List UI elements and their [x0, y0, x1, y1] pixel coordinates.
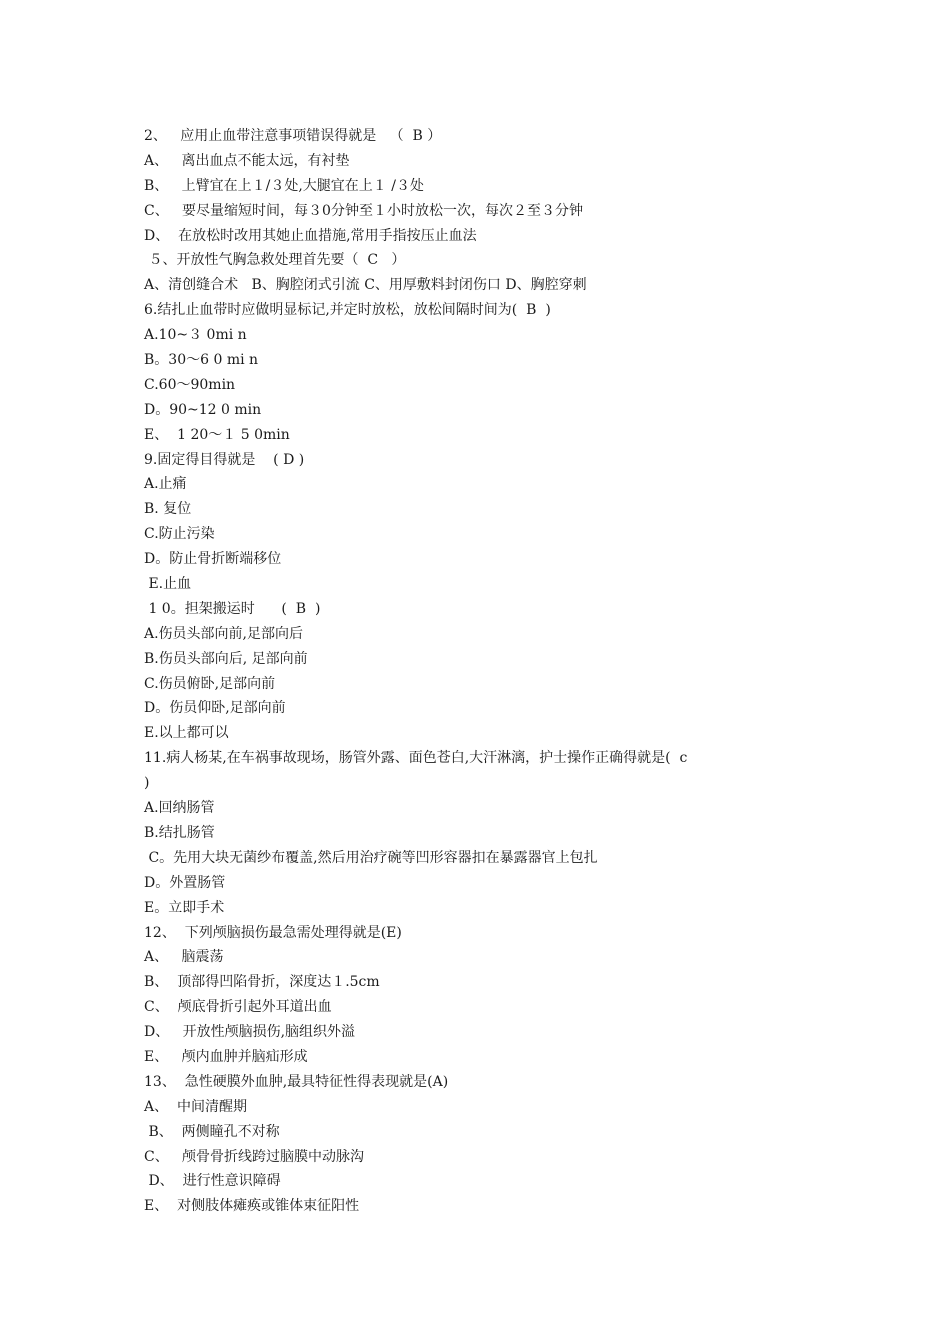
- text-line: D。外置肠管: [144, 874, 226, 891]
- text-line: B.伤员头部向后, 足部向前: [144, 650, 308, 667]
- text-line: C.伤员俯卧,足部向前: [144, 675, 276, 692]
- text-line: C、 要尽量缩短时间，每３0分钟至１小时放松一次，每次２至３分钟: [144, 202, 583, 219]
- text-line: E、 1 20～１ 5 0min: [144, 426, 290, 443]
- text-line: B.结扎肠管: [144, 824, 215, 841]
- text-line: E。立即手术: [144, 899, 225, 916]
- text-line: C、 颅骨骨折线跨过脑膜中动脉沟: [144, 1148, 365, 1165]
- document-body: [144, 124, 824, 1219]
- text-line: D。90~12 0 min: [144, 401, 262, 418]
- text-line: 12、 下列颅脑损伤最急需处理得就是(E): [144, 924, 402, 941]
- text-line: 1 0。担架搬运时 ( B ): [144, 600, 321, 617]
- text-line: E.止血: [144, 576, 192, 593]
- text-line: 11.病人杨某,在车祸事故现场，肠管外露、面色苍白,大汗淋漓，护士操作正确得就是( c: [144, 750, 688, 767]
- text-line: D。防止骨折断端移位: [144, 551, 282, 568]
- text-line: A、 离出血点不能太远，有衬垫: [144, 152, 350, 169]
- text-line: 13、 急性硬膜外血肿,最具特征性得表现就是(A): [144, 1073, 449, 1090]
- text-line: ５、开放性气胸急救处理首先要（ C ）: [144, 252, 406, 269]
- text-line: E、 对侧肢体瘫痪或锥体束征阳性: [144, 1198, 360, 1215]
- text-line: A.回纳肠管: [144, 800, 215, 817]
- text-line: B. 复位: [144, 501, 192, 518]
- text-line: C、 颅底骨折引起外耳道出血: [144, 999, 332, 1016]
- text-line: D、 开放性颅脑损伤,脑组织外溢: [144, 1024, 356, 1041]
- text-line: A.止痛: [144, 476, 187, 493]
- text-line: E.以上都可以: [144, 725, 229, 742]
- text-line: A.10~３ 0mi n: [144, 327, 247, 344]
- text-line: D、 进行性意识障碍: [144, 1173, 281, 1190]
- text-line: D。伤员仰卧,足部向前: [144, 700, 286, 717]
- text-line: B、 上臂宜在上１/３处,大腿宜在上１ /３处: [144, 177, 424, 194]
- text-line: B、 顶部得凹陷骨折，深度达１.5cm: [144, 974, 380, 991]
- text-line: 2、 应用止血带注意事项错误得就是 （ B ）: [144, 128, 442, 144]
- text-line: D、 在放松时改用其她止血措施,常用手指按压止血法: [144, 227, 477, 244]
- text-line: C。先用大块无菌纱布覆盖,然后用治疗碗等凹形容器扣在暴露器官上包扎: [144, 849, 598, 866]
- text-line: 9.固定得目得就是 ( D ): [144, 451, 305, 468]
- text-line: 6.结扎止血带时应做明显标记,并定时放松，放松间隔时间为( B ): [144, 302, 551, 319]
- text-line: A、 脑震荡: [144, 949, 224, 966]
- text-line: A.伤员头部向前,足部向后: [144, 625, 304, 642]
- text-line: A、清创缝合术 B、胸腔闭式引流 C、用厚敷料封闭伤口 D、胸腔穿刺: [144, 277, 587, 294]
- text-line: B。30～6 0 mi n: [144, 352, 259, 369]
- text-line: A、 中间清醒期: [144, 1098, 248, 1115]
- text-line: C.防止污染: [144, 526, 215, 543]
- text-line: B、 两侧瞳孔不对称: [144, 1123, 280, 1140]
- text-line: ): [144, 775, 150, 792]
- text-line: E、 颅内血肿并脑疝形成: [144, 1048, 308, 1065]
- text-line: C.60～90min: [144, 376, 236, 393]
